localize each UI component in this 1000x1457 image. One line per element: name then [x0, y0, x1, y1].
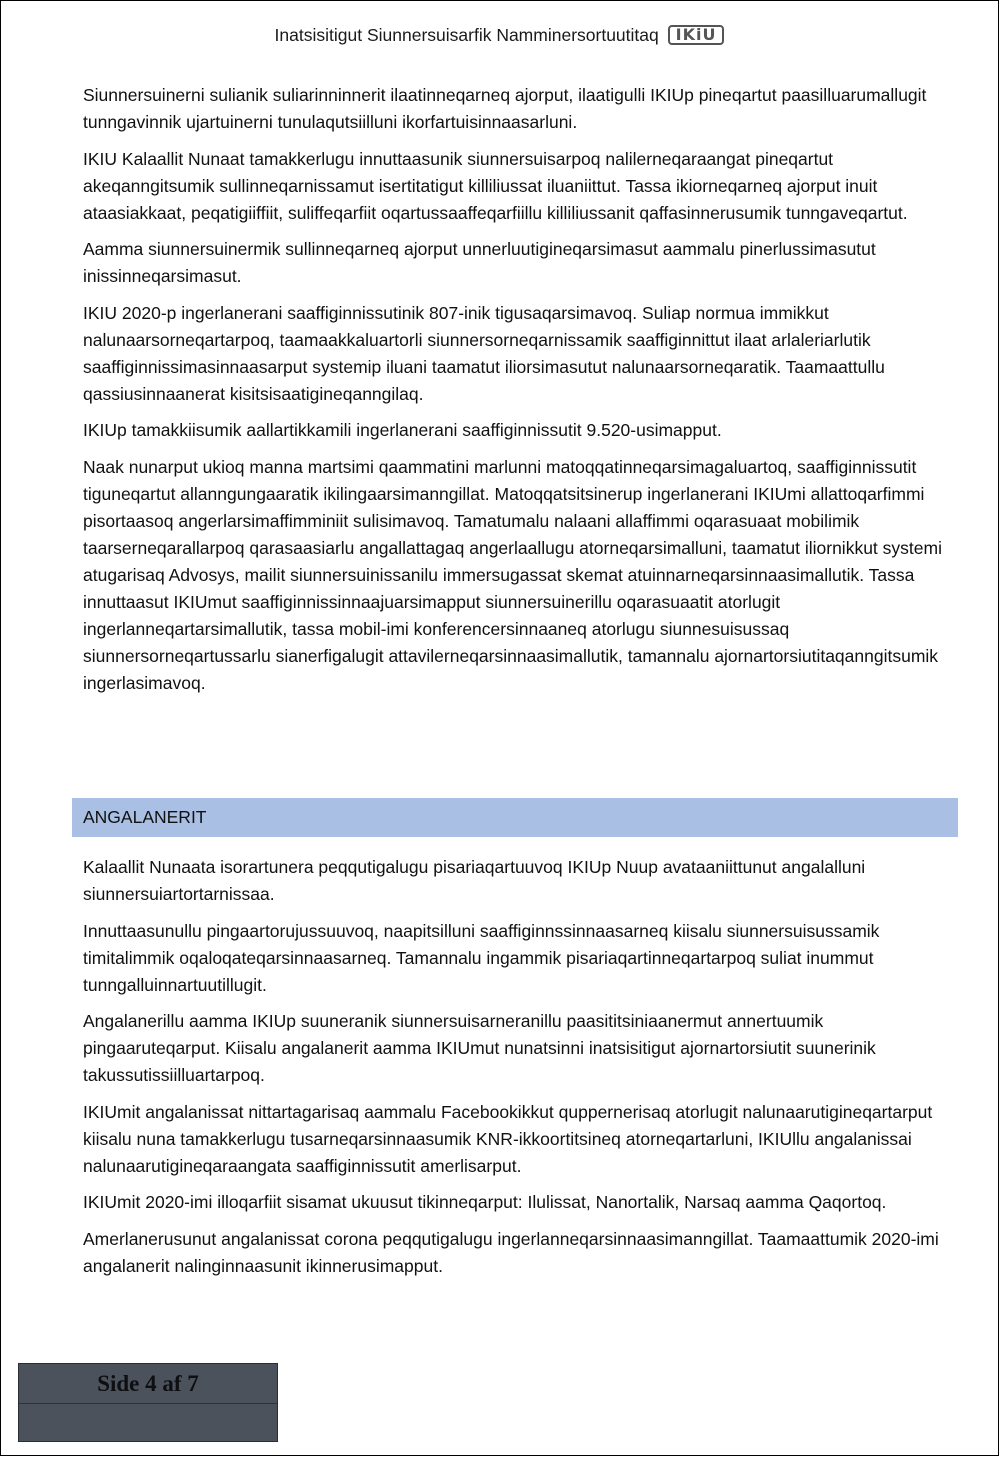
paragraph: Aamma siunnersuinermik sullinneqarneq ajorput unnerluutigineqarsimasut aammalu pinerlussimasutut inissinneqarsimasut.: [83, 239, 876, 286]
paragraph: Kalaallit Nunaata isorartunera peqqutigalugu pisariaqartuuvoq IKIUp Nuup avataaniittunut angalalluni siunnersuiartortarnissaa.: [83, 857, 866, 904]
ikiu-logo: IKiU: [668, 25, 725, 45]
page-header: [1, 25, 998, 46]
paragraph: IKIU Kalaallit Nunaat tamakkerlugu innuttaasunik siunnersuisarpoq nalilerneqaraangat pineqartut akeqanngitsumik sullinneqarnissamut isertitatigut killiliussat iluaniittut. Tassa ikiorneqarneq ajorput inuit ataasiakkaat, peqatigiiffiit, suliffeqarfiit oqartussaaffeqarfiillu killiliussanit qaffasinnerusumik tunngaveqartut.: [83, 148, 908, 223]
paragraph: Innuttaasunullu pingaartorujussuuvoq, naapitsilluni saaffiginnssinnaasarneq kiisalu siunnersuisussamik timitalimmik oqaloqateqarsinnaasarneq. Tamannalu ingammik pisariaqartinneqartarpoq suliat inummut tunngalluinnartuutillugit.: [83, 920, 880, 995]
section-text: [83, 854, 955, 1289]
page-number-label: Side 4 af 7: [19, 1364, 277, 1404]
paragraph: IKIUmit angalanissat nittartagarisaq aammalu Facebookikkut quppernerisaq atorlugit nalunaarutigineqartarput kiisalu nuna tamakkerlugu tusarneqarsinnaasumik KNR-ikkoortitsineq atorneqartarluni, IKIUllu angalanissai nalunaarutigineqaraangata saaffiginnissutit amerlisarput.: [83, 1101, 933, 1176]
paragraph: Angalanerillu aamma IKIUp suuneranik siunnersuisarneranillu paasititsiniaanermut annertuumik pingaaruteqarput. Kiisalu angalanerit aamma IKIUmut nunatsinni inatsisitigut ajornartorsiutit suunerinik takussutissiilluartarpoq.: [83, 1011, 876, 1085]
paragraph: IKIUmit 2020-imi illoqarfiit sisamat ukuusut tikinneqarput: Ilulissat, Nanortalik, Narsaq aamma Qaqortoq.: [83, 1192, 887, 1212]
paragraph: Naak nunarput ukioq manna martsimi qaammatini marlunni matoqqatinneqarsimagaluartoq, saaffiginnissutit tiguneqartut allanngungaaratik ikilingaarsimanngillat. Matoqqatsitsinerup ingerlanerani IKIUmi allattoqarfimmi pisortaasoq angerlarsimaffimminiit sulisimavoq. Tamatumalu nalaani allaffimmi oqarasuaat mobilimik taarserneqarallarpoq qarasaasiarlu angallattagaq angerlaallugu atorneqarsimalluni, taamatut iliornikkut systemi atugarisaq Advosys, mailit siunnersuinissanilu immersugassat skemat atuinnarneqarsinnaasimallutik. Tassa innuttaasut IKIUmut saaffiginnissinnaajuarsimapput siunnersuinerillu oqarasuaatit atorlugit ingerlanneqartarsimallutik, tassa mobil-imi konferencersinnaaneq atorlugu siunnesuisussaq siunnersorneqartussarlu sianerfigalugit attavilerneqarsinnaasimallutik, tamannalu ajornartorsiutitaqanngitsumik ingerlasimavoq.: [83, 456, 942, 693]
header-title: Inatsisitigut Siunnersuisarfik Namminersortuutitaq: [274, 25, 659, 45]
paragraph: IKIUp tamakkiisumik aallartikkamili ingerlanerani saaffiginnissutit 9.520-usimapput.: [83, 420, 722, 440]
paragraph: Amerlanerusunut angalanissat corona peqqutigalugu ingerlanneqarsinnaasimanngillat. Taamaattumik 2020-imi angalanerit nalinginnaasunit ikinnerusimapput.: [83, 1228, 939, 1276]
paragraph: Siunnersuinerni sulianik suliarinninnerit ilaatinneqarneq ajorput, ilaatigulli IKIUp pineqartut paasilluarumallugit tunngavinnik ujartuinerni tunulaqutsiilluni ikorfartuisinnaasarluni.: [83, 85, 927, 132]
section-heading: ANGALANERIT: [72, 798, 958, 837]
paragraph: IKIU 2020-p ingerlanerani saaffiginnissutinik 807-inik tigusaqarsimavoq. Suliap normua immikkut nalunaarsorneqartarpoq, taamaakkaluartorli siunnersorneqarnissamik saaffiginnittut ilaat arlaleriarlutik saaffiginnissimasinnaasarput systemip iluani taamatut iliorsimasutut nalunaarsorneqaratik. Taamaattullu qassiusinnaanerat kisitsisaatigineqanngilaq.: [83, 302, 885, 404]
page-number-box: [18, 1363, 278, 1442]
intro-text: [83, 82, 955, 706]
